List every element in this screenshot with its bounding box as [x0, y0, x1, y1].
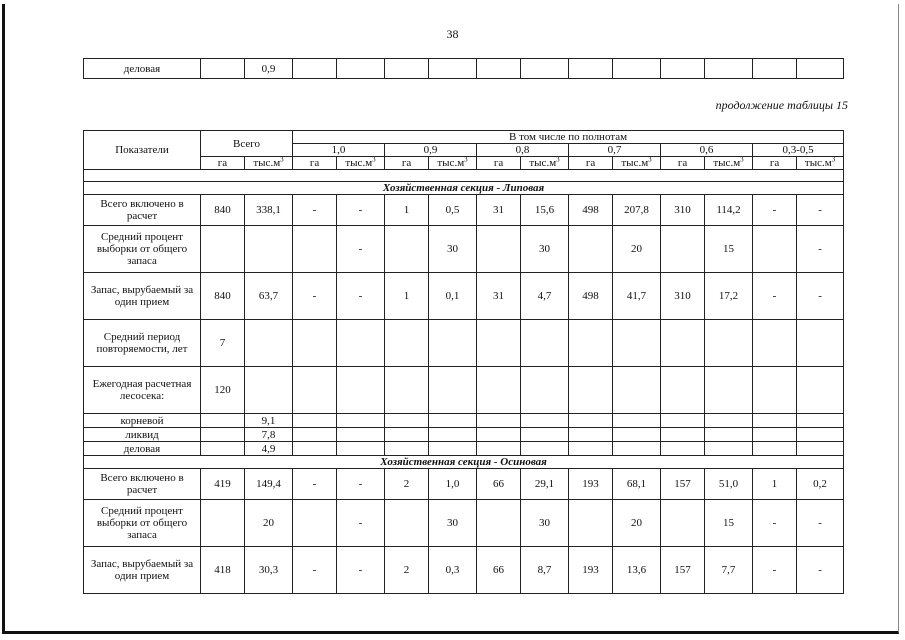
table-cell: - [337, 226, 385, 273]
table-cell: 30,3 [245, 547, 293, 594]
table-cell [245, 367, 293, 414]
table-cell [661, 428, 705, 442]
table-cell: 15 [705, 500, 753, 547]
table-row [84, 547, 844, 594]
table-cell: 1 [385, 195, 429, 226]
table-cell [753, 226, 797, 273]
table-cell: 66 [477, 547, 521, 594]
table-cell [477, 320, 521, 367]
table-cell [613, 442, 661, 456]
table-cell [753, 367, 797, 414]
table-cell: 30 [429, 500, 477, 547]
table-cell [753, 414, 797, 428]
table-cell: 418 [201, 547, 245, 594]
row-label: Средний процент выборки от общего запаса [84, 500, 201, 547]
table-cell: - [797, 273, 844, 320]
table-cell [385, 320, 429, 367]
table-cell: 20 [613, 226, 661, 273]
table-cell: 207,8 [613, 195, 661, 226]
table-cell [661, 414, 705, 428]
table-cell [293, 320, 337, 367]
table-cell: 66 [477, 469, 521, 500]
section-title: Хозяйственная секция - Липовая [84, 182, 844, 195]
table-cell: 120 [201, 367, 245, 414]
table-cell [201, 414, 245, 428]
cell [429, 59, 477, 79]
table-cell: 20 [245, 500, 293, 547]
header-unit-volume: $тыс.м^3$ [521, 157, 569, 170]
table-cell [293, 226, 337, 273]
table-cell [521, 414, 569, 428]
table-cell [661, 367, 705, 414]
table-cell [337, 367, 385, 414]
header-unit-ga: га [753, 157, 797, 170]
row-label: Средний процент выборки от общего запаса [84, 226, 201, 273]
table-cell: 0,2 [797, 469, 844, 500]
table-cell: 4,7 [521, 273, 569, 320]
table-cell [477, 428, 521, 442]
table-cell [477, 500, 521, 547]
cell [569, 59, 613, 79]
table-cell [293, 414, 337, 428]
table-cell: 4,9 [245, 442, 293, 456]
row-label: деловая [84, 59, 201, 79]
table-row [84, 367, 844, 414]
table-row [84, 414, 844, 428]
spacer-cell [84, 170, 844, 182]
table-cell: 419 [201, 469, 245, 500]
header-density: 0,3-0,5 [753, 144, 844, 157]
spacer-row [84, 170, 844, 182]
table-cell [797, 320, 844, 367]
row-label: корневой [84, 414, 201, 428]
row-label: Запас, вырубаемый за один прием [84, 547, 201, 594]
table-cell: 0,3 [429, 547, 477, 594]
header-unit-ga: га [385, 157, 429, 170]
header-unit-volume: $тыс.м^3$ [613, 157, 661, 170]
table-cell: 193 [569, 469, 613, 500]
table-cell [477, 414, 521, 428]
table-cell [661, 442, 705, 456]
table-cell [753, 442, 797, 456]
row-label: ликвид [84, 428, 201, 442]
header-density: 1,0 [293, 144, 385, 157]
header-unit-ga: га [661, 157, 705, 170]
table-cell [337, 320, 385, 367]
table-cell [661, 226, 705, 273]
table-row [84, 195, 844, 226]
table-cell [385, 500, 429, 547]
forestry-table [83, 130, 844, 594]
cell [293, 59, 337, 79]
table-cell: 498 [569, 273, 613, 320]
table-cell [705, 414, 753, 428]
table-cell [569, 442, 613, 456]
table-cell [569, 226, 613, 273]
table-cell: 2 [385, 469, 429, 500]
table-cell [429, 442, 477, 456]
table-cell: - [753, 273, 797, 320]
table-cell: 7 [201, 320, 245, 367]
cell [705, 59, 753, 79]
table-cell: - [797, 500, 844, 547]
table-cell [293, 367, 337, 414]
table-cell [385, 414, 429, 428]
cell [385, 59, 429, 79]
table-cell: 498 [569, 195, 613, 226]
table-cell [337, 442, 385, 456]
table-cell: 1,0 [429, 469, 477, 500]
header-unit-ga: га [293, 157, 337, 170]
table-cell: 157 [661, 547, 705, 594]
table-cell [613, 320, 661, 367]
section-row [84, 182, 844, 195]
table-cell: 0,1 [429, 273, 477, 320]
cell [753, 59, 797, 79]
header-indicator: Показатели [84, 131, 201, 170]
table-cell: - [293, 469, 337, 500]
header-unit-ga: га [569, 157, 613, 170]
header-unit-volume: $тыс.м^3$ [245, 157, 293, 170]
table-cell: 149,4 [245, 469, 293, 500]
table-cell [613, 414, 661, 428]
table-cell [429, 320, 477, 367]
table-cell: - [797, 547, 844, 594]
table-cell [293, 428, 337, 442]
row-label: Запас, вырубаемый за один прием [84, 273, 201, 320]
table-cell [385, 367, 429, 414]
table-cell: 15 [705, 226, 753, 273]
table-cell: 17,2 [705, 273, 753, 320]
table-cell: 30 [429, 226, 477, 273]
table-cell: - [797, 195, 844, 226]
table-cell [429, 414, 477, 428]
table-cell: 840 [201, 195, 245, 226]
table-cell [661, 500, 705, 547]
table-cell [477, 226, 521, 273]
table-cell: 31 [477, 273, 521, 320]
table-cell: 30 [521, 500, 569, 547]
header-row [84, 131, 844, 144]
table-cell: 63,7 [245, 273, 293, 320]
table-row [84, 428, 844, 442]
table-cell: 7,7 [705, 547, 753, 594]
table-cell: - [337, 195, 385, 226]
table-cell [613, 428, 661, 442]
table-cell [569, 414, 613, 428]
header-unit-ga: га [201, 157, 245, 170]
cell [201, 59, 245, 79]
cell [613, 59, 661, 79]
top-table-fragment [83, 58, 844, 79]
table-cell: - [753, 547, 797, 594]
table-cell: 114,2 [705, 195, 753, 226]
table-cell: 310 [661, 273, 705, 320]
table-cell [569, 500, 613, 547]
row-label: Средний период повторяемости, лет [84, 320, 201, 367]
table-cell [797, 414, 844, 428]
table-cell [569, 320, 613, 367]
table-cell [705, 442, 753, 456]
table-cell [797, 367, 844, 414]
table-row [84, 500, 844, 547]
table-cell: - [337, 500, 385, 547]
table-cell [569, 367, 613, 414]
continuation-caption: продолжение таблицы 15 [715, 98, 848, 112]
table-cell: 840 [201, 273, 245, 320]
table-cell [797, 442, 844, 456]
section-title: Хозяйственная секция - Осиновая [84, 456, 844, 469]
header-including: В том числе по полнотам [293, 131, 844, 144]
table-cell [293, 500, 337, 547]
table-cell: - [797, 226, 844, 273]
table-cell: 1 [385, 273, 429, 320]
table-cell [613, 367, 661, 414]
table-cell [385, 226, 429, 273]
table-cell: 157 [661, 469, 705, 500]
row-label: Ежегодная расчетная лесосека: [84, 367, 201, 414]
cell [521, 59, 569, 79]
table-cell [201, 500, 245, 547]
table-cell [337, 428, 385, 442]
table-cell: 338,1 [245, 195, 293, 226]
table-row [84, 320, 844, 367]
table-cell: 1 [753, 469, 797, 500]
table-cell [245, 226, 293, 273]
table-cell [521, 442, 569, 456]
table-cell [477, 442, 521, 456]
table-cell: - [293, 273, 337, 320]
table-cell: - [293, 195, 337, 226]
table-cell [385, 428, 429, 442]
cell [797, 59, 844, 79]
table-cell: 31 [477, 195, 521, 226]
table-cell [521, 320, 569, 367]
header-unit-volume: $тыс.м^3$ [337, 157, 385, 170]
table-cell [797, 428, 844, 442]
table-cell [569, 428, 613, 442]
table-cell [521, 367, 569, 414]
table-cell: 9,1 [245, 414, 293, 428]
table-cell [245, 320, 293, 367]
header-density: 0,9 [385, 144, 477, 157]
table-row [84, 273, 844, 320]
table-row [84, 442, 844, 456]
table-cell: 51,0 [705, 469, 753, 500]
section-row [84, 456, 844, 469]
table-cell [201, 442, 245, 456]
table-cell: - [753, 195, 797, 226]
table-cell: 0,5 [429, 195, 477, 226]
table-row [84, 59, 844, 79]
table-cell: 310 [661, 195, 705, 226]
row-label: Всего включено в расчет [84, 469, 201, 500]
table-cell [429, 428, 477, 442]
table-cell: 13,6 [613, 547, 661, 594]
table-cell: 8,7 [521, 547, 569, 594]
table-cell: - [337, 273, 385, 320]
table-cell: 2 [385, 547, 429, 594]
table-cell [429, 367, 477, 414]
table-cell: - [337, 547, 385, 594]
table-cell: 20 [613, 500, 661, 547]
table-cell [753, 320, 797, 367]
table-cell: 7,8 [245, 428, 293, 442]
table-row [84, 226, 844, 273]
table-cell [201, 226, 245, 273]
table-cell [477, 367, 521, 414]
cell [477, 59, 521, 79]
header-density: 0,6 [661, 144, 753, 157]
table-cell [753, 428, 797, 442]
table-row [84, 469, 844, 500]
table-cell: 29,1 [521, 469, 569, 500]
table-cell [705, 428, 753, 442]
cell [337, 59, 385, 79]
table-cell [337, 414, 385, 428]
table-cell [705, 367, 753, 414]
header-unit-volume: $тыс.м^3$ [429, 157, 477, 170]
table-cell [661, 320, 705, 367]
header-density: 0,7 [569, 144, 661, 157]
header-unit-volume: $тыс.м^3$ [705, 157, 753, 170]
cell: 0,9 [245, 59, 293, 79]
page-number: 38 [446, 27, 459, 41]
table-cell: 41,7 [613, 273, 661, 320]
table-cell [385, 442, 429, 456]
table-cell: - [753, 500, 797, 547]
table-cell: 193 [569, 547, 613, 594]
table-cell [705, 320, 753, 367]
row-label: Всего включено в расчет [84, 195, 201, 226]
table-cell: - [293, 547, 337, 594]
header-total: Всего [201, 131, 293, 157]
table-cell: - [337, 469, 385, 500]
table-cell [201, 428, 245, 442]
table-cell: 30 [521, 226, 569, 273]
table-cell: 68,1 [613, 469, 661, 500]
cell [661, 59, 705, 79]
table-cell [293, 442, 337, 456]
header-unit-volume: $тыс.м^3$ [797, 157, 844, 170]
table-cell: 15,6 [521, 195, 569, 226]
header-density: 0,8 [477, 144, 569, 157]
header-unit-ga: га [477, 157, 521, 170]
table-cell [521, 428, 569, 442]
row-label: деловая [84, 442, 201, 456]
